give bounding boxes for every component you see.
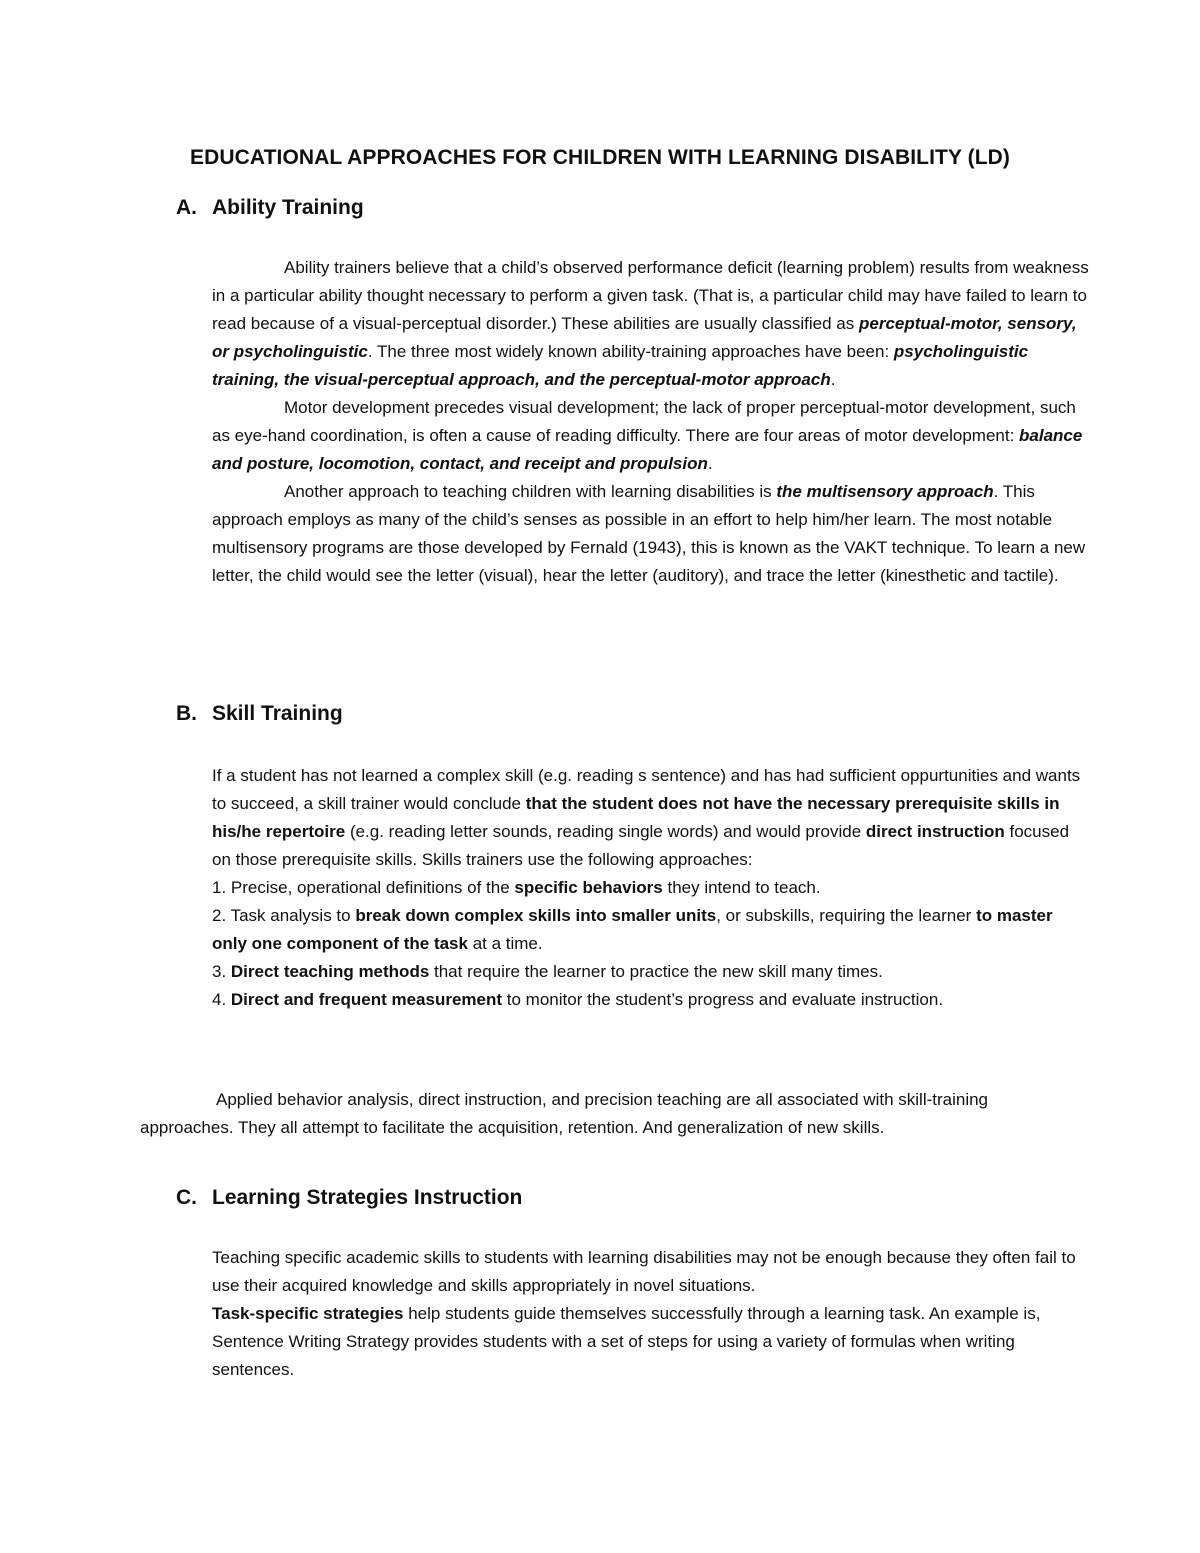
emphasis-text: Task-specific strategies (212, 1304, 404, 1323)
text-run: Motor development precedes visual development; the lack of proper perceptual-motor development, such as eye-hand coordination, is often a cause of reading difficulty. There are four areas of motor development: (212, 398, 1076, 445)
ability-paragraph-2 (212, 394, 1092, 478)
text-run: (e.g. reading letter sounds, reading single words) and would provide (345, 822, 866, 841)
text-run: . (707, 454, 713, 473)
section-c-heading (176, 1186, 522, 1210)
emphasis-text: Direct and frequent measurement (230, 990, 503, 1009)
emphasis-text: balance and posture, locomotion, contact, and receipt and propulsion (212, 426, 1083, 473)
emphasis-text: that the student does not have the necessary prerequisite skills in his/he repertoire (212, 794, 1060, 841)
section-b-letter: B. (176, 702, 197, 725)
text-run: focused on those prerequisite skills. Skills trainers use the following approaches: (212, 822, 1070, 869)
section-a-heading (176, 196, 364, 220)
section-b-heading (176, 702, 343, 726)
section-a-body (212, 254, 1092, 590)
emphasis-text: perceptual-motor, sensory, or psycholinguistic (212, 314, 1077, 361)
emphasis-text: break down complex skills into smaller units (355, 906, 717, 925)
text-run: 4. (212, 990, 231, 1009)
text-run: Another approach to teaching children with learning disabilities is (284, 482, 777, 501)
section-c-title: Learning Strategies Instruction (212, 1186, 523, 1209)
text-run: , or subskills, requiring the learner (716, 906, 977, 925)
list-item (212, 874, 1092, 902)
text-run: to monitor the student’s progress and evaluate instruction. (502, 990, 944, 1009)
emphasis-text: psycholinguistic training, the visual-perceptual approach, and the perceptual-motor approach (212, 342, 1029, 389)
text-run: 3. (212, 962, 231, 981)
skill-summary-paragraph: Applied behavior analysis, direct instruction, and precision teaching are all associated with skill-training approaches. They all attempt to facilitate the acquisition, retention. And generalization of new skills. (140, 1090, 989, 1137)
text-run: 1. Precise, operational definitions of the (212, 878, 515, 897)
emphasis-text: specific behaviors (514, 878, 663, 897)
document-title: EDUCATIONAL APPROACHES FOR CHILDREN WITH LEARNING DISABILITY (LD) (189, 146, 1011, 169)
text-run: . The three most widely known ability-training approaches have been: (367, 342, 894, 361)
text-run: 2. Task analysis to (212, 906, 356, 925)
text-run: . (830, 370, 836, 389)
ability-paragraph-1 (212, 254, 1092, 394)
emphasis-text: direct instruction (865, 822, 1005, 841)
section-a-letter: A. (176, 196, 197, 219)
emphasis-text: Direct teaching methods (230, 962, 430, 981)
text-run: If a student has not learned a complex skill (e.g. reading s sentence) and has had sufficient oppurtunities and wants to succeed, a skill trainer would conclude (212, 766, 1081, 813)
text-run: that require the learner to practice the new skill many times. (429, 962, 883, 981)
section-a-title: Ability Training (212, 196, 364, 219)
section-b-body (212, 762, 1092, 1014)
list-item (212, 986, 1092, 1014)
text-run: they intend to teach. (662, 878, 821, 897)
text-run: at a time. (467, 934, 543, 953)
text-run: Ability trainers believe that a child’s observed performance deficit (learning problem) results from weakness in a particular ability thought necessary to perform a given task. (That is, a particular child may have failed to learn to read because of a visual-perceptual disorder.) These abilities are usually classified as (212, 258, 1089, 333)
strategy-paragraph-1: Teaching specific academic skills to students with learning disabilities may not be enough because they often fail to use their acquired knowledge and skills appropriately in novel situations. (212, 1248, 1076, 1295)
skill-summary (140, 1086, 1060, 1142)
text-run: . This approach employs as many of the child’s senses as possible in an effort to help him/her learn. The most notable multisensory programs are those developed by Fernald (1943), this is known as the VAKT technique. To learn a new letter, the child would see the letter (visual), hear the letter (auditory), and trace the letter (kinesthetic and tactile). (212, 482, 1086, 585)
text-run: help students guide themselves successfully through a learning task. An example is, Sentence Writing Strategy provides students with a set of steps for using a variety of formulas when writing sentences. (212, 1304, 1041, 1379)
emphasis-text: to master only one component of the task (212, 906, 1053, 953)
emphasis-text: the multisensory approach (776, 482, 994, 501)
list-item (212, 958, 1092, 986)
ability-paragraph-3 (212, 478, 1092, 590)
strategy-paragraph-2 (212, 1300, 1092, 1384)
list-item (212, 902, 1092, 958)
skill-paragraph-1 (212, 762, 1092, 874)
section-c-body (212, 1244, 1092, 1384)
section-b-title: Skill Training (212, 702, 343, 725)
section-c-letter: C. (176, 1186, 197, 1209)
